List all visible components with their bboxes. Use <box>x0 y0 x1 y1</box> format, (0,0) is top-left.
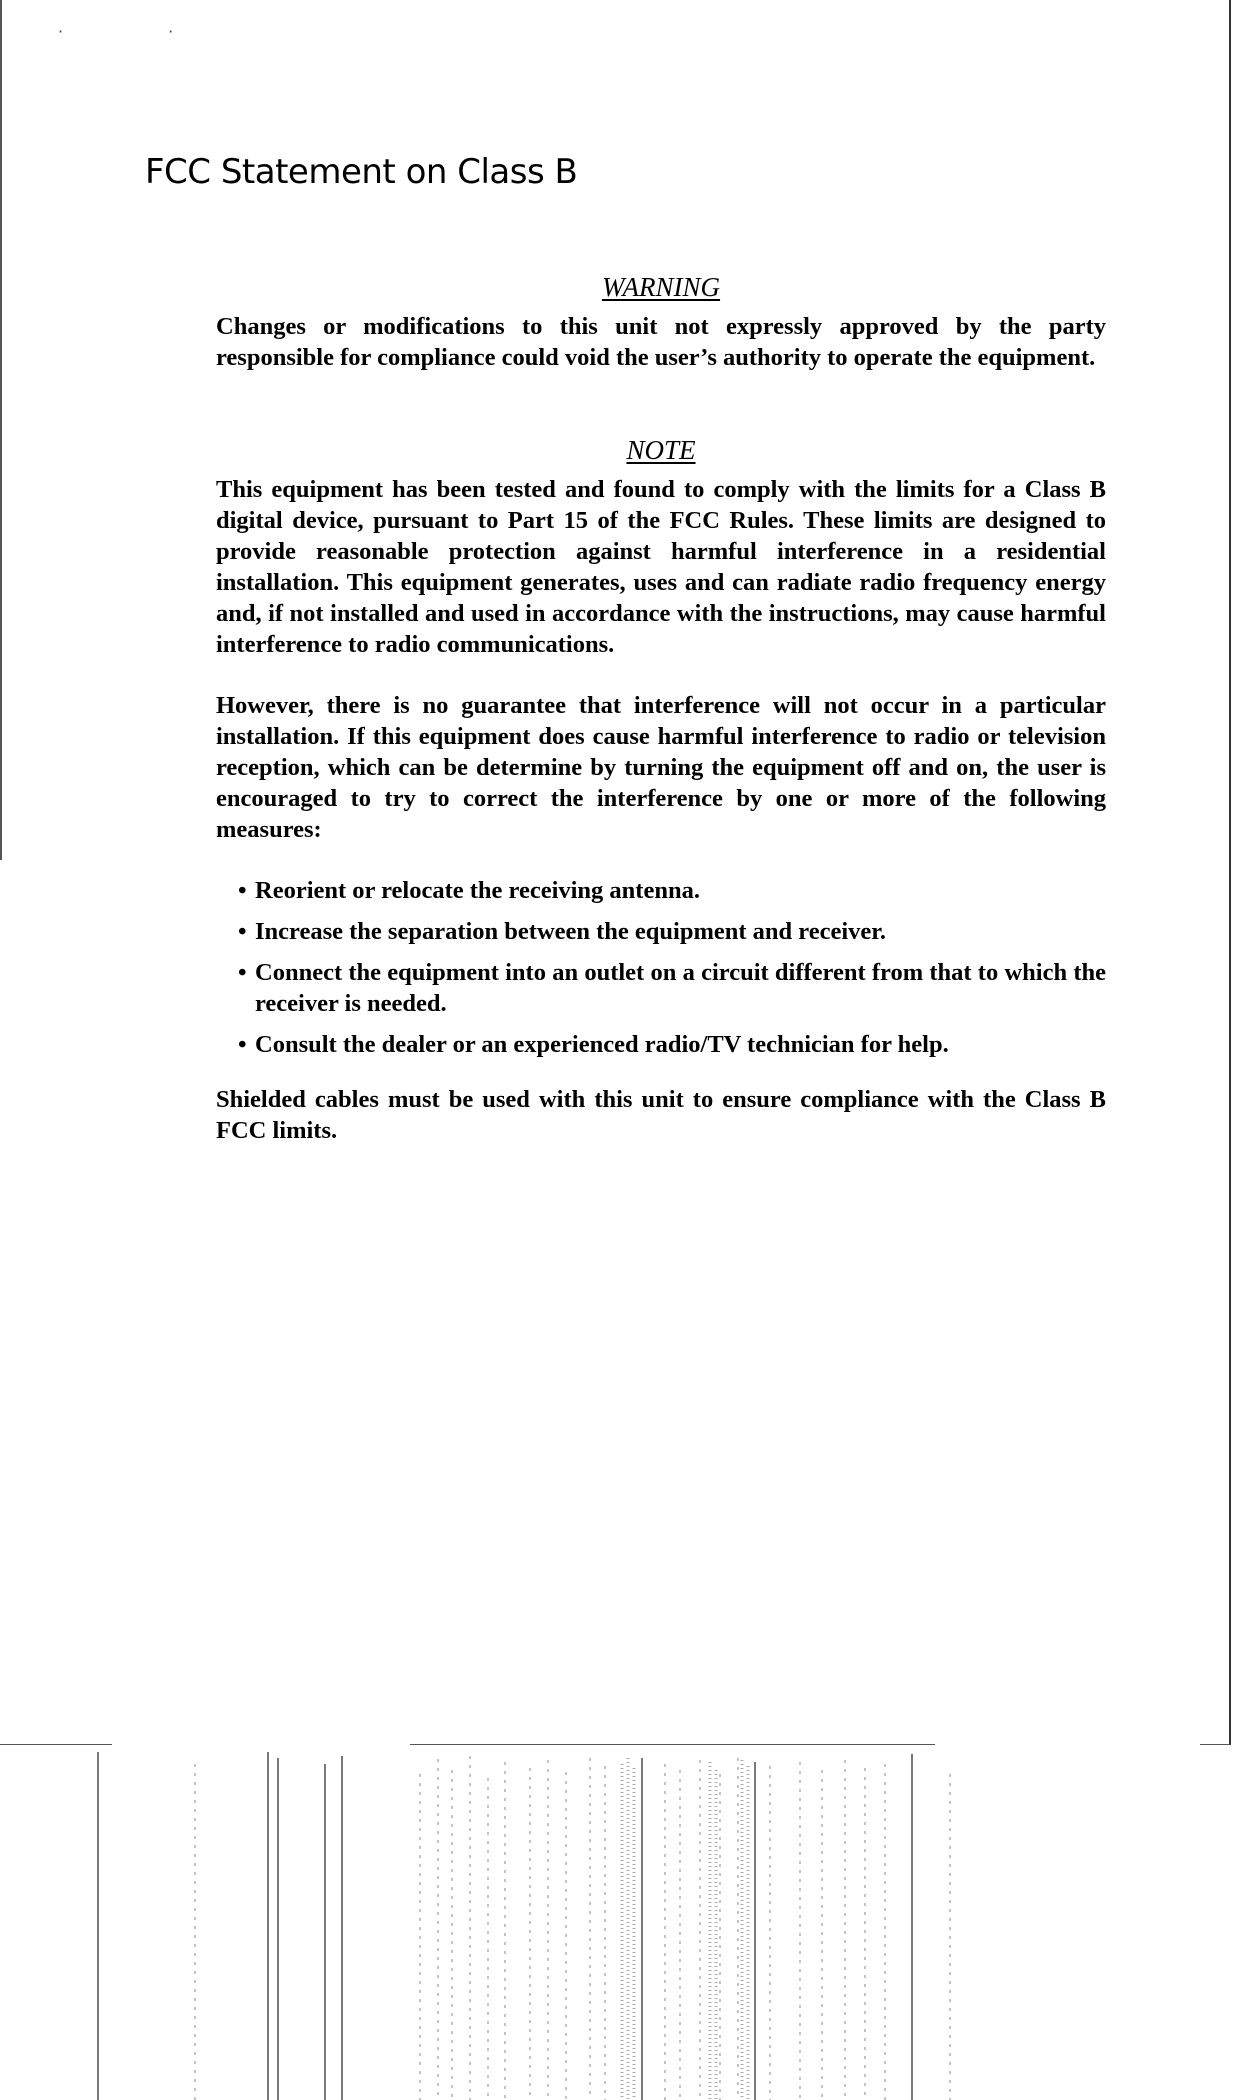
list-item: • Connect the equipment into an outlet on a circuit different from that to which the receiver is needed. <box>238 957 1106 1019</box>
scan-right-edge <box>1229 0 1231 1745</box>
scan-specks: · · <box>58 22 224 41</box>
scan-artifact-stripes <box>0 1744 1240 2100</box>
statement-body <box>216 272 1106 1146</box>
note-heading: NOTE <box>626 435 696 465</box>
list-item: • Reorient or relocate the receiving antenna. <box>238 875 1106 906</box>
measures-list <box>216 875 1106 1060</box>
list-item: • Consult the dealer or an experienced radio/TV technician for help. <box>238 1029 1106 1060</box>
warning-text: Changes or modifications to this unit not expressly approved by the party responsible for compliance could void the user’s authority to operate the equipment. <box>216 313 1106 371</box>
list-item: • Increase the separation between the equipment and receiver. <box>238 916 1106 947</box>
page-title: FCC Statement on Class B <box>145 152 578 192</box>
note-paragraph-2: However, there is no guarantee that interference will not occur in a particular installation. If this equipment does cause harmful interference to radio or television reception, which can be determine by turning the equipment off and on, the user is encouraged to try to correct the interference by one or more of the following measures: <box>216 692 1106 843</box>
closing-note: Shielded cables must be used with this unit to ensure compliance with the Class B FCC limits. <box>216 1086 1106 1144</box>
warning-heading: WARNING <box>601 272 721 302</box>
note-paragraph-1: This equipment has been tested and found to comply with the limits for a Class B digital device, pursuant to Part 15 of the FCC Rules. These limits are designed to provide reasonable protection against harmful interference in a residential installation. This equipment generates, uses and can radiate radio frequency energy and, if not installed and used in accordance with the instructions, may cause harmful interference to radio communications. <box>216 476 1106 658</box>
scan-left-edge <box>0 0 2 860</box>
